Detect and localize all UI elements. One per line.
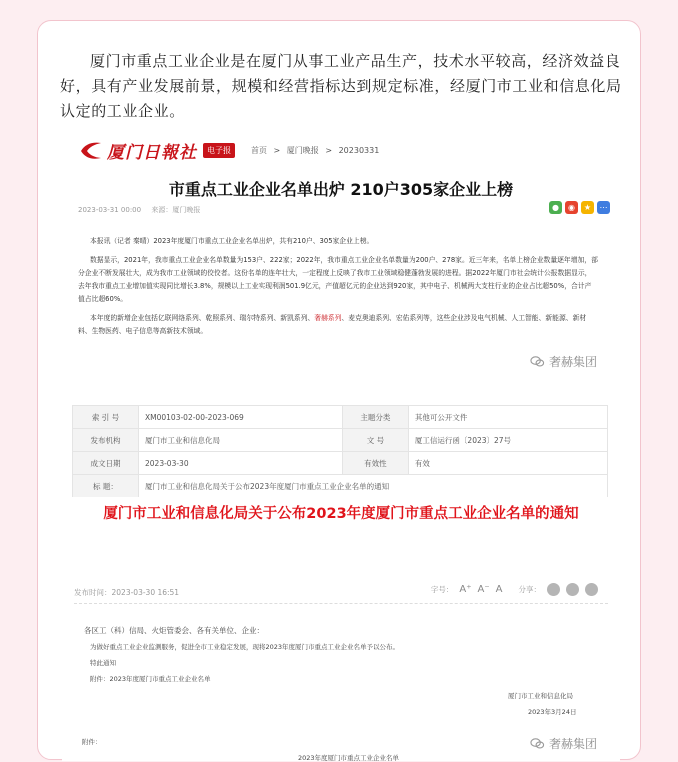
notice-screenshot [62, 497, 620, 761]
info-table [72, 405, 608, 498]
table-row: 成文日期 2023-03-30 有效性 有效 [73, 452, 608, 475]
breadcrumb: 首页 > 厦门晚报 > 20230331 [251, 145, 380, 155]
notice-title: 厦门市工业和信息化局关于公布2023年度厦门市重点工业企业名单的通知 [103, 506, 579, 522]
highlight-text: 奢赫系列 [314, 314, 342, 322]
news-body [78, 235, 598, 344]
font-decrease-button[interactable]: A⁻ [477, 584, 490, 595]
share-wechat-icon[interactable] [547, 583, 560, 596]
watermark: 奢赫集团 [530, 353, 597, 370]
notice-line[interactable]: 附件：2023年度厦门市重点工业企业名单 [90, 675, 211, 683]
more-icon[interactable]: ⋯ [597, 201, 610, 214]
notice-line: 特此通知 [90, 659, 116, 667]
share-qq-icon[interactable] [585, 583, 598, 596]
weibo-icon[interactable]: ◉ [565, 201, 578, 214]
font-default-button[interactable]: A [495, 584, 503, 595]
sign-date: 2023年3月24日 [528, 708, 577, 716]
notice-line: 为做好重点工业企业监测服务，促进全市工业稳定发展，现将2023年度厦门市重点工业企业名单予以公布。 [90, 643, 400, 651]
favorite-icon[interactable]: ★ [581, 201, 594, 214]
attachment-label: 附件： [82, 738, 102, 746]
epaper-badge[interactable]: 电子报 [203, 143, 235, 158]
breadcrumb-home[interactable]: 首页 [251, 145, 267, 155]
publish-time: 发布时间：2023-03-30 16:51 [74, 588, 180, 597]
divider [74, 603, 608, 604]
breadcrumb-date: 20230331 [338, 145, 380, 155]
article-card [37, 20, 641, 760]
news-paragraph: 本年度的新增企业包括亿联网络系列、乾照系列、瑞尔特系列、新凯系列、奢赫系列、麦克奥迪系列、宏佑系列等，这些企业涉及电气机械、人工智能、新能源、新材料、生物医药、电子信息等高新技术领域。 [78, 314, 587, 335]
wechat-icon[interactable]: ● [549, 201, 562, 214]
share-icons [549, 201, 610, 214]
wechat-icon [530, 354, 545, 369]
news-date: 2023-03-31 00:00 [78, 206, 142, 214]
watermark: 奢赫集团 [530, 735, 597, 752]
intro-paragraph: 厦门市重点工业企业是在厦门从事工业产品生产，技术水平较高，经济效益良好，具有产业发展前景，规模和经营指标达到规定标准，经厦门市工业和信息化局认定的工业企业。 [60, 52, 622, 120]
newspaper-logo-text: 厦门日報社 [107, 142, 197, 163]
notice-body [84, 623, 600, 687]
newspaper-logo-icon [79, 139, 105, 161]
news-paragraph: 数据显示，2021年，我市重点工业企业名单数量为153户、222家；2022年，我市重点工业企业名单数量为200户、278家。近三年来，名单上榜企业数量逐年增加，部分企业不断发展壮大，成为我市工业领域的佼佼者。这份名单的连年壮大，一定程度上反映了我市工业领域稳健蓬勃发展的进程。据2022年厦门市社会统计公报数据显示，去年我市重点工业增加值实现同比增长3.8%，规模以上工业实现利润501.9亿元，产值超亿元的企业达到920家，其中电子、机械两大支柱行业的企业占比超50%，合计产值占比超60%。 [78, 256, 598, 303]
news-header [79, 137, 381, 163]
notice-recipients: 各区工（科）信局、火炬管委会、各有关单位、企业： [84, 626, 264, 635]
news-meta [78, 205, 208, 215]
news-paragraph: 本报讯（记者 秦晴）2023年度厦门市重点工业企业名单出炉，共有210户、305家企业上榜。 [90, 237, 374, 245]
news-source: 来源：厦门晚报 [151, 206, 201, 214]
wechat-icon [530, 736, 545, 751]
table-row: 标 题： 厦门市工业和信息化局关于公布2023年度厦门市重点工业企业名单的通知 [73, 475, 608, 498]
table-row: 索 引 号 XM00103-02-00-2023-069 主题分类 其他可公开文件 [73, 406, 608, 429]
share-weibo-icon[interactable] [566, 583, 579, 596]
breadcrumb-section[interactable]: 厦门晚报 [286, 145, 319, 155]
notice-tools: 字号： A⁺ A⁻ A 分享： [431, 583, 598, 596]
table-row: 发布机构 厦门市工业和信息化局 文 号 厦工信运行函〔2023〕27号 [73, 429, 608, 452]
news-title: 市重点工业企业名单出炉 210户305家企业上榜 [168, 180, 514, 199]
sign-org: 厦门市工业和信息化局 [508, 692, 573, 700]
attachment-title: 2023年度厦门市重点工业企业名单 [298, 754, 400, 762]
news-screenshot [62, 137, 620, 491]
font-increase-button[interactable]: A⁺ [459, 584, 472, 595]
